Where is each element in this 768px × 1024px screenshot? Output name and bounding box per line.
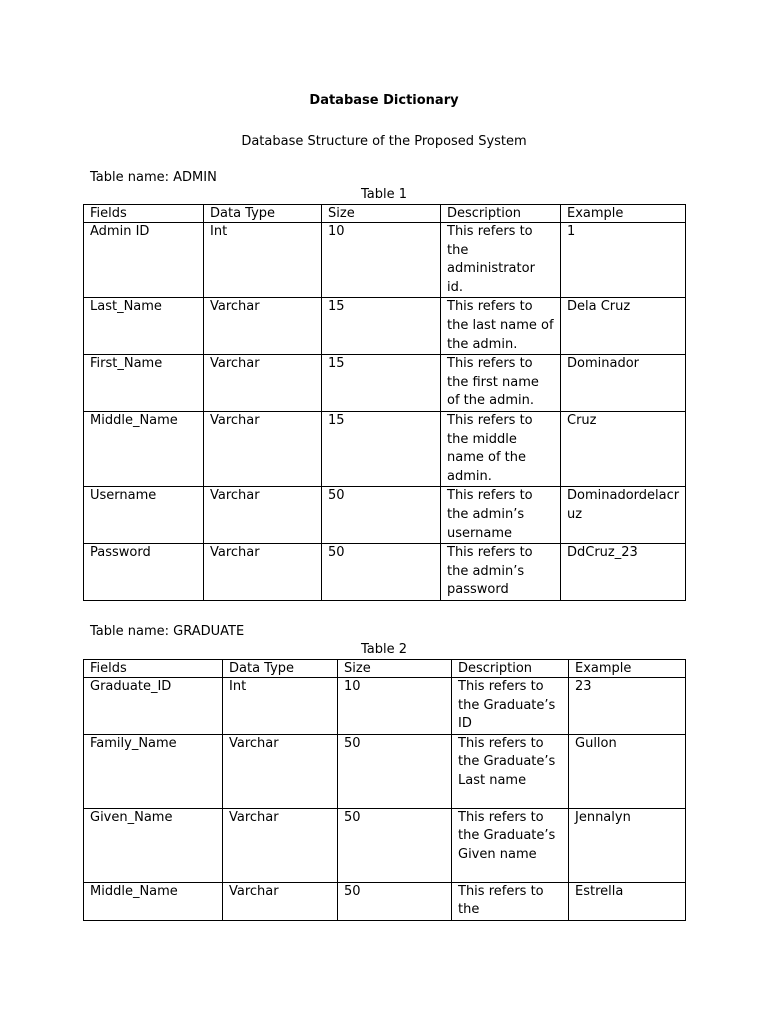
table-row (84, 355, 686, 412)
cell-field: Family_Name (84, 734, 223, 808)
table-row (84, 411, 686, 486)
cell-description: This refers to the last name of the admin. (441, 298, 561, 355)
header-cell-data-type: Data Type (223, 660, 338, 678)
header-cell-example: Example (569, 660, 686, 678)
graduate-table (83, 659, 686, 921)
cell-field: Graduate_ID (84, 678, 223, 735)
cell-example: 1 (561, 223, 686, 298)
cell-example: Estrella (569, 882, 686, 920)
cell-size: 50 (322, 487, 441, 544)
cell-data-type: Varchar (204, 298, 322, 355)
cell-description: This refers to the Graduate’s ID (452, 678, 569, 735)
table-row (84, 734, 686, 808)
header-cell-data-type: Data Type (204, 205, 322, 223)
cell-example: Dela Cruz (561, 298, 686, 355)
cell-data-type: Varchar (204, 355, 322, 412)
table-row (84, 808, 686, 882)
header-cell-example: Example (561, 205, 686, 223)
cell-size: 10 (338, 678, 452, 735)
table-header-row (84, 205, 686, 223)
table-row (84, 882, 686, 920)
cell-field: Given_Name (84, 808, 223, 882)
cell-size: 50 (322, 544, 441, 601)
table-row (84, 678, 686, 735)
header-cell-fields: Fields (84, 205, 204, 223)
cell-example: Cruz (561, 411, 686, 486)
cell-example: Jennalyn (569, 808, 686, 882)
cell-description: This refers to the Graduate’s Last name (452, 734, 569, 808)
cell-example: Dominadordelacruz (561, 487, 686, 544)
table-row (84, 487, 686, 544)
cell-field: First_Name (84, 355, 204, 412)
cell-data-type: Varchar (204, 544, 322, 601)
cell-description: This refers to the admin’s username (441, 487, 561, 544)
cell-data-type: Int (223, 678, 338, 735)
cell-field: Last_Name (84, 298, 204, 355)
cell-field: Middle_Name (84, 411, 204, 486)
header-cell-description: Description (452, 660, 569, 678)
cell-description: This refers to the (452, 882, 569, 920)
cell-example: DdCruz_23 (561, 544, 686, 601)
table-name-graduate: Table name: GRADUATE (90, 624, 245, 639)
cell-size: 15 (322, 298, 441, 355)
cell-example: 23 (569, 678, 686, 735)
cell-description: This refers to the admin’s password (441, 544, 561, 601)
cell-example: Gullon (569, 734, 686, 808)
cell-size: 50 (338, 808, 452, 882)
table-row (84, 544, 686, 601)
table-caption-2: Table 2 (360, 642, 408, 657)
admin-table (83, 204, 686, 601)
cell-description: This refers to the first name of the admin. (441, 355, 561, 412)
cell-data-type: Varchar (223, 734, 338, 808)
table-row (84, 223, 686, 298)
cell-description: This refers to the Graduate’s Given name (452, 808, 569, 882)
cell-description: This refers to the middle name of the admin. (441, 411, 561, 486)
header-cell-size: Size (338, 660, 452, 678)
cell-field: Middle_Name (84, 882, 223, 920)
header-cell-description: Description (441, 205, 561, 223)
cell-example: Dominador (561, 355, 686, 412)
cell-data-type: Varchar (204, 487, 322, 544)
cell-size: 50 (338, 882, 452, 920)
table-name-admin: Table name: ADMIN (90, 170, 217, 185)
cell-description: This refers to the administrator id. (441, 223, 561, 298)
cell-data-type: Varchar (204, 411, 322, 486)
cell-field: Admin ID (84, 223, 204, 298)
cell-size: 15 (322, 411, 441, 486)
table-row (84, 298, 686, 355)
cell-data-type: Varchar (223, 882, 338, 920)
cell-size: 15 (322, 355, 441, 412)
cell-field: Password (84, 544, 204, 601)
table-caption-1: Table 1 (360, 187, 408, 202)
cell-field: Username (84, 487, 204, 544)
header-cell-fields: Fields (84, 660, 223, 678)
header-cell-size: Size (322, 205, 441, 223)
cell-data-type: Varchar (223, 808, 338, 882)
page-subtitle: Database Structure of the Proposed System (241, 134, 527, 149)
table-header-row (84, 660, 686, 678)
cell-data-type: Int (204, 223, 322, 298)
cell-size: 10 (322, 223, 441, 298)
page-title: Database Dictionary (309, 93, 459, 108)
cell-size: 50 (338, 734, 452, 808)
